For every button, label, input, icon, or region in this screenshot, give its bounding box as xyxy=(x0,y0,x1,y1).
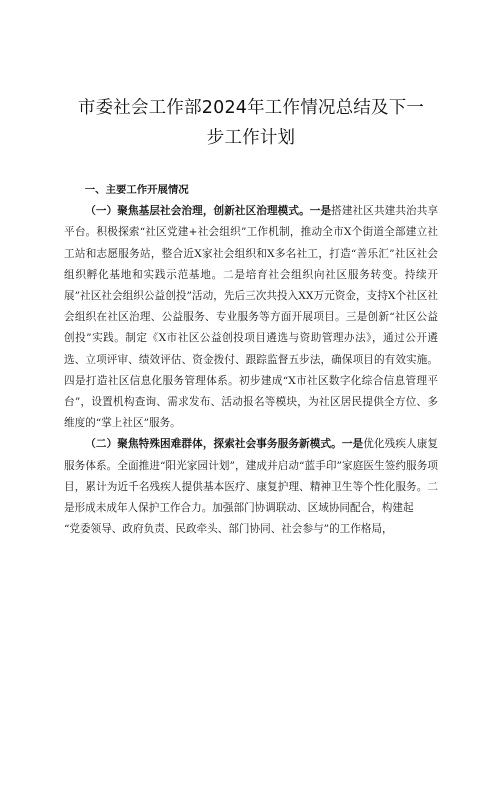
section-heading-1: 一、主要工作开展情况 xyxy=(84,184,189,196)
paragraph-2 xyxy=(64,434,438,519)
paragraph-2-body: 优化残疾人康复服务体系。全面推进“阳光家园计划”，建成并启动“蓝手印”家庭医生签约服务项目，累计为近千名残疾人提供基本医疗、康复护理、精神卫生等个性化服务。二是形成未成年人保护工作合力。加强部门协调联动、区域协同配合，构建起 xyxy=(64,438,439,515)
paragraph-1-first-marker: 一是 xyxy=(309,205,332,218)
paragraph-2-first-marker: 一是 xyxy=(341,438,364,451)
paragraph-2-continuation: “党委领导、政府负责、民政牵头、部门协同、社会参与”的工作格局， xyxy=(64,523,393,536)
paragraph-1 xyxy=(64,201,438,434)
title-line-2: 步工作计划 xyxy=(206,128,296,148)
paragraph-1-body: 搭建社区共建共治共享平台。积极探索“社区党建+社会组织”工作机制，推动全市X个街道全部建立社工站和志愿服务站，整合近X家社会组织和X多名社工，打造“善乐汇”社区社会组织孵化基地和实践示范基地。二是培育社会组织向社区服务转变。持续开展”社区社会组织公益创投”活动，先后三次共投入XX万元资金，支持X个社区社会组织在社区治理、公益服务、专业服务等方面开展项目。三是创新“社区公益创投”实践。制定《X市社区公益创投项目遴选与资助管理办法》，通过公开遴选、立项评审、绩效评估、资金拨付、跟踪监督五步法，确保项目的有效实施。四是打造社区信息化服务管理体系。初步建成“X市社区数字化综合信息管理平台”，设置机构查询、需求发布、活动报名等模块，为社区居民提供全方位、多维度的“掌上社区”服务。 xyxy=(64,205,439,430)
document-title xyxy=(64,93,438,153)
paragraph-1-lead: （一）聚焦基层社会治理，创新社区治理模式。 xyxy=(85,205,310,218)
document-page xyxy=(0,93,500,800)
paragraph-2-lead: （二）聚焦特殊困难群体，探索社会事务服务新模式。 xyxy=(85,438,342,451)
title-line-1: 市委社会工作部2024年工作情况总结及下一 xyxy=(77,98,425,118)
document-body xyxy=(64,180,438,540)
